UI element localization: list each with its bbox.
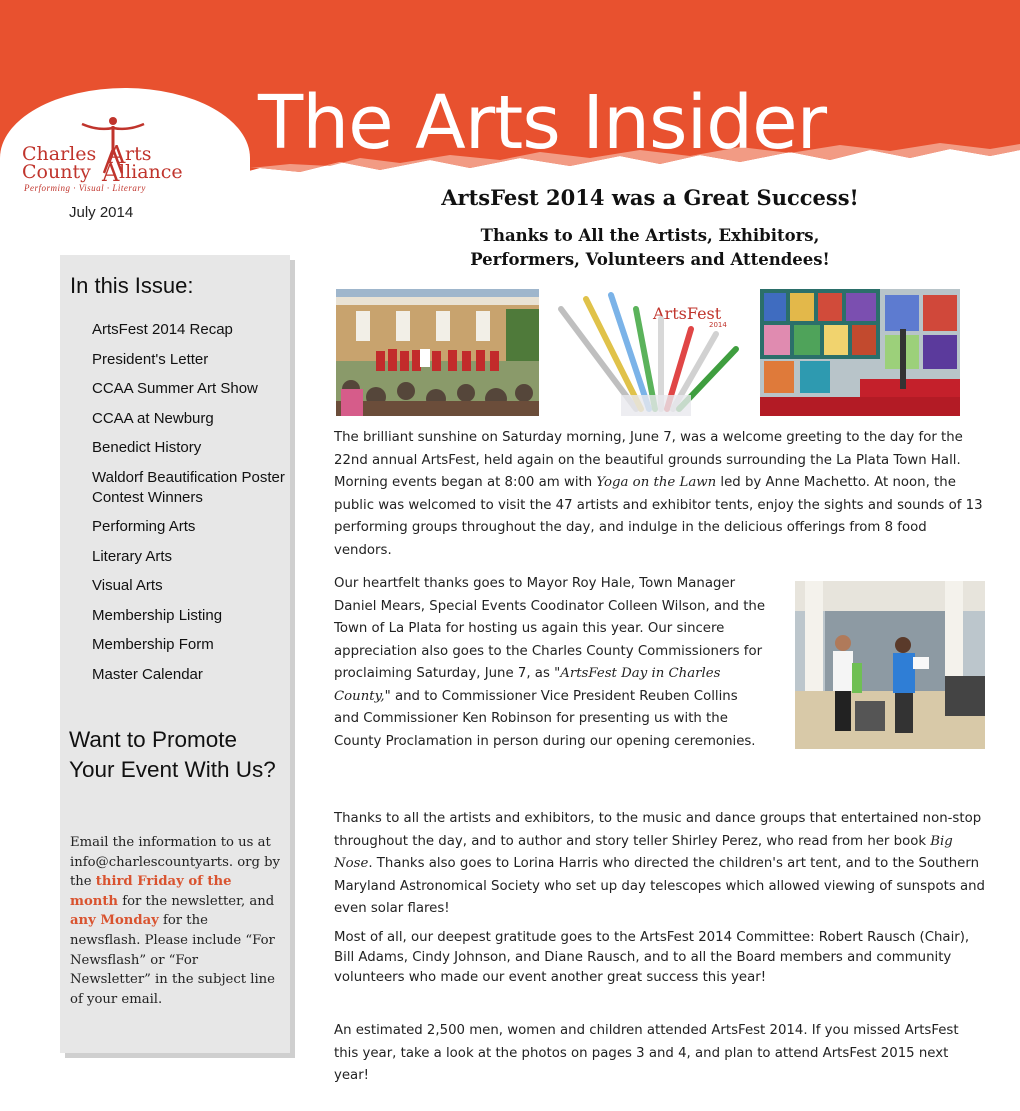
promo-text-2: for the newsletter, and [118,893,275,909]
p2-text-b: " and to Commissioner Vice President Reuben Collins and Commissioner Ken Robinson for presenting us with the County Proclamation in person during our opening ceremonies. [334,688,756,749]
alliance-logo [18,115,228,200]
logo-tagline: Performing · Visual · Literary [24,183,146,193]
issue-date: July 2014 [69,204,134,221]
logo-word-lliance: lliance [119,161,183,183]
article-paragraph-5: An estimated 2,500 men, women and children attended ArtsFest 2014. If you missed ArtsFest this year, take a look at the photos on pages 3 and 4, and plan to attend ArtsFest 2015 next year! [334,1023,959,1083]
toc-item[interactable]: ArtsFest 2014 Recap [92,321,233,338]
promo-highlight-deadline: third Friday of the month [70,874,232,909]
article-paragraph-3 [334,808,990,921]
toc-item[interactable]: Master Calendar [92,665,203,683]
p2-text-a: Our heartfelt thanks goes to Mayor Roy Hale, Town Manager Daniel Mears, Special Events Coodinator Colleen Wilson, and the Town of La Plata for hosting us again this year. Our sincere appreciation also goes to the Charles County Commissioners for proclaiming Saturday, June 7, as " [334,576,766,681]
toc-item[interactable]: Performing Arts [92,518,196,535]
p1-italic: Yoga on the Lawn [596,475,717,490]
promo-text [70,833,280,1009]
logo-letter-a: A [108,141,126,169]
article-paragraph-2 [334,573,766,753]
logo-word-rts: rts [125,143,152,165]
toc-item[interactable]: CCAA Summer Art Show [92,380,258,397]
photo-artsfest-brushes [541,289,755,416]
p1-text-a: The brilliant sunshine on Saturday morning, June 7, was a welcome greeting to the day for the 22nd annual ArtsFest, held again on the beautiful grounds surrounding the La Plata Town Hall. Morning events began at 8:00 am with [334,430,963,490]
toc-item[interactable]: CCAA at Newburg [92,409,214,427]
logo-word-charles: Charles [22,143,97,165]
photo-proclamation [795,581,985,749]
toc-item[interactable]: Literary Arts [92,547,173,565]
logo-word-county: County [22,161,91,183]
toc-list [92,320,288,694]
toc-item[interactable]: Benedict History [92,439,202,456]
p3-text-b: . Thanks also goes to Lorina Harris who directed the children's art tent, and to the Southern Maryland Astronomical Society who set up day telescopes which allowed viewing of sunspots and even solar flares! [334,856,985,916]
promo-highlight-monday: any Monday [70,913,159,929]
article-subhead [340,224,960,272]
toc-item[interactable]: President's Letter [92,350,209,368]
p3-text-a: Thanks to all the artists and exhibitors, to the music and dance groups that entertained non-stop throughout the day, and to author and story teller Shirley Perez, who read from her book [334,811,982,849]
toc-item[interactable]: Membership Form [92,636,214,653]
promo-text-1: Email the information to us at info@charlescountyarts. org by the [70,835,281,890]
photo-logo-year: 2014 [709,321,727,329]
subhead-line-1: Thanks to All the Artists, Exhibitors, [480,226,820,245]
article-headline: ArtsFest 2014 was a Great Success! [441,185,859,210]
toc-item[interactable]: Membership Listing [92,606,223,624]
logo-letter-a2: A [102,159,120,187]
toc-heading: In this Issue: [70,273,194,298]
masthead-title: The Arts Insider [258,80,827,166]
photo-logo-text: ArtsFest [653,304,722,323]
article-paragraph-4: Most of all, our deepest gratitude goes to the ArtsFest 2014 Committee: Robert Rausch (Chair), Bill Adams, Cindy Johnson, and Diane Rausch, and to all the Board members and community volunteers who made our event another great success this year! [334,930,970,985]
p1-text-b: led by Anne Machetto. At noon, the public was welcomed to visit the 47 artists and exhibitor tents, enjoy the sights and sounds of 13 performing groups throughout the day, and indulge in the delicious offerings from 8 food vendors. [334,475,983,558]
photo-performers-town-hall [336,289,539,416]
p2-italic: ArtsFest Day in Charles County, [334,666,721,704]
photo-art-exhibit [760,289,960,416]
article-paragraph-1 [334,427,986,562]
promo-text-3: for the newsflash. Please include “For Newsflash” or “For Newsletter” in the subject line of your email. [70,913,275,1007]
p3-italic: Big Nose [334,833,953,871]
toc-item[interactable]: Waldorf Beautification Poster Contest Winners [92,468,285,506]
subhead-line-2: Performers, Volunteers and Attendees! [470,250,830,269]
promo-heading: Want to Promote Your Event With Us? [69,727,276,782]
sidebar [60,255,290,1053]
toc-item[interactable]: Visual Arts [92,577,163,594]
